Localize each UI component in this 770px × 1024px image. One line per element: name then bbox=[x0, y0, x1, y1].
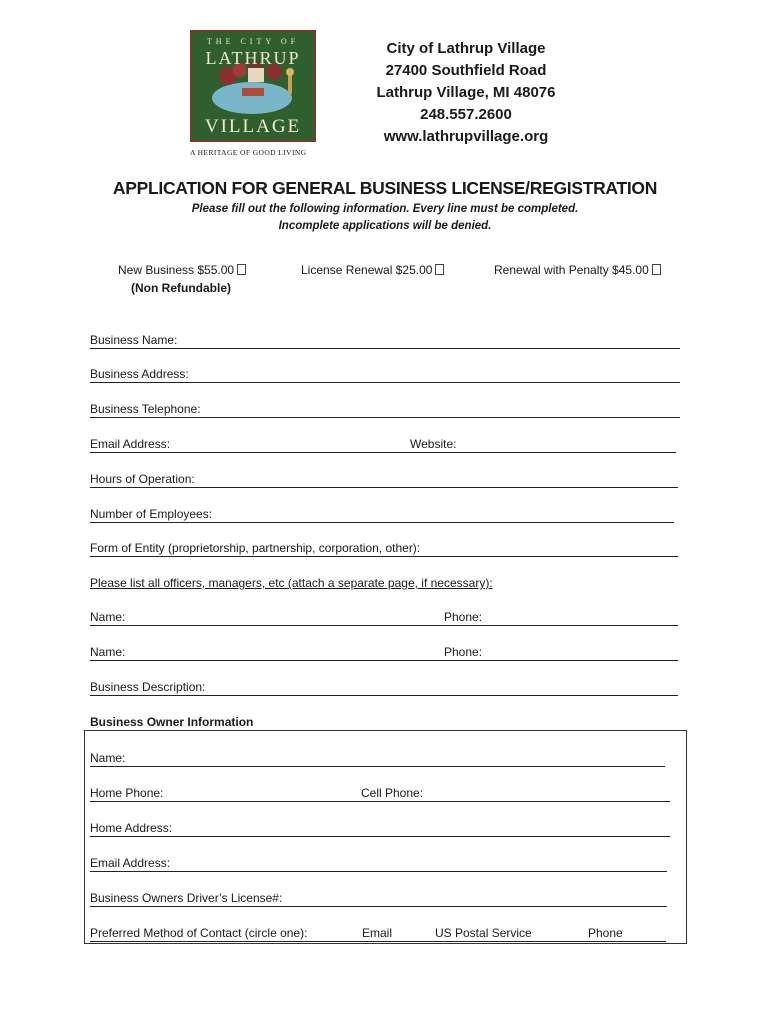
business-address-field[interactable] bbox=[90, 367, 680, 383]
option-new-business[interactable] bbox=[118, 263, 246, 277]
instruction-line-1: Please fill out the following information. Every line must be completed. bbox=[191, 203, 579, 215]
non-refundable-note: (Non Refundable) bbox=[131, 281, 231, 295]
contact-method-line[interactable] bbox=[90, 941, 666, 942]
logo-tagline: A HERITAGE OF GOOD LIVING bbox=[190, 148, 307, 157]
owner-address-field[interactable] bbox=[90, 821, 670, 837]
owner-name-line[interactable] bbox=[90, 766, 665, 767]
business-address-line[interactable] bbox=[90, 382, 680, 383]
option-renewal-penalty[interactable] bbox=[494, 263, 661, 277]
employees-field[interactable] bbox=[90, 507, 680, 523]
entity-label: Form of Entity (proprietorship, partnership, corporation, other): bbox=[90, 541, 421, 555]
option-license-renewal-label: License Renewal $25.00 bbox=[301, 263, 433, 277]
officers-prompt-label: Please list all officers, managers, etc (attach a separate page, if necessary): bbox=[90, 576, 493, 590]
city-website[interactable]: www.lathrupvillage.org bbox=[383, 128, 549, 145]
city-state-zip: Lathrup Village, MI 48076 bbox=[376, 84, 556, 101]
officer-1-phone-label: Phone: bbox=[444, 610, 483, 624]
business-telephone-field[interactable] bbox=[90, 402, 680, 418]
email-line[interactable] bbox=[90, 452, 676, 453]
city-phone: 248.557.2600 bbox=[420, 106, 512, 123]
description-field[interactable] bbox=[90, 680, 680, 696]
form-title: APPLICATION FOR GENERAL BUSINESS LICENSE/REGISTRATION bbox=[112, 178, 658, 198]
owner-name-field[interactable] bbox=[90, 751, 665, 767]
option-license-renewal[interactable] bbox=[301, 263, 444, 277]
city-street: 27400 Southfield Road bbox=[385, 62, 547, 79]
owner-address-line[interactable] bbox=[90, 836, 670, 837]
contact-method-label: Preferred Method of Contact (circle one): bbox=[90, 926, 308, 940]
license-renewal-checkbox[interactable] bbox=[435, 264, 444, 275]
website-label: Website: bbox=[410, 437, 457, 451]
logo-text-top: THE CITY OF bbox=[206, 37, 300, 46]
logo-text-mid: LATHRUP bbox=[205, 48, 301, 68]
option-renewal-penalty-label: Renewal with Penalty $45.00 bbox=[494, 263, 649, 277]
contact-phone-option[interactable]: Phone bbox=[588, 926, 623, 940]
owner-name-label: Name: bbox=[90, 751, 126, 765]
description-label: Business Description: bbox=[90, 680, 206, 694]
officer-2-phone-label: Phone: bbox=[444, 645, 483, 659]
officer-1-name-label: Name: bbox=[90, 610, 126, 624]
hours-label: Hours of Operation: bbox=[90, 472, 195, 486]
owner-email-field[interactable] bbox=[90, 856, 667, 872]
logo-text-bottom: VILLAGE bbox=[204, 116, 302, 137]
employees-label: Number of Employees: bbox=[90, 507, 213, 521]
hours-field[interactable] bbox=[90, 472, 680, 488]
employees-line[interactable] bbox=[90, 522, 674, 523]
city-name: City of Lathrup Village bbox=[386, 40, 546, 57]
cell-phone-label: Cell Phone: bbox=[361, 786, 424, 800]
officer-1-line[interactable] bbox=[90, 625, 678, 626]
business-name-field[interactable] bbox=[90, 333, 680, 349]
contact-email-option[interactable]: Email bbox=[362, 926, 393, 940]
officer-2-field[interactable] bbox=[90, 645, 680, 661]
officer-2-line[interactable] bbox=[90, 660, 678, 661]
business-telephone-label: Business Telephone: bbox=[90, 402, 201, 416]
drivers-license-field[interactable] bbox=[90, 891, 667, 907]
city-logo bbox=[190, 30, 316, 142]
home-address-label: Home Address: bbox=[90, 821, 173, 835]
drivers-license-line[interactable] bbox=[90, 906, 667, 907]
owner-phones-line[interactable] bbox=[90, 801, 670, 802]
business-address-label: Business Address: bbox=[90, 367, 189, 381]
email-label: Email Address: bbox=[90, 437, 171, 451]
owner-section-heading: Business Owner Information bbox=[90, 715, 254, 729]
owner-email-label: Email Address: bbox=[90, 856, 171, 870]
officers-prompt bbox=[90, 576, 680, 592]
entity-field[interactable] bbox=[90, 541, 680, 557]
email-website-field[interactable] bbox=[90, 437, 680, 453]
contact-postal-option[interactable]: US Postal Service bbox=[435, 926, 532, 940]
description-line[interactable] bbox=[90, 695, 678, 696]
city-address-block bbox=[350, 38, 582, 148]
officer-2-name-label: Name: bbox=[90, 645, 126, 659]
hours-line[interactable] bbox=[90, 487, 678, 488]
renewal-penalty-checkbox[interactable] bbox=[652, 264, 661, 275]
new-business-checkbox[interactable] bbox=[237, 264, 246, 275]
owner-email-line[interactable] bbox=[90, 871, 667, 872]
drivers-license-label: Business Owners Driver’s License#: bbox=[90, 891, 283, 905]
business-name-label: Business Name: bbox=[90, 333, 178, 347]
option-new-business-label: New Business $55.00 bbox=[118, 263, 235, 277]
logo-graphic bbox=[192, 32, 314, 140]
owner-phones-field[interactable] bbox=[90, 786, 670, 802]
business-telephone-line[interactable] bbox=[90, 417, 680, 418]
business-name-line[interactable] bbox=[90, 348, 680, 349]
home-phone-label: Home Phone: bbox=[90, 786, 164, 800]
contact-method-field[interactable] bbox=[90, 926, 666, 942]
instruction-line-2: Incomplete applications will be denied. bbox=[278, 220, 492, 232]
officer-1-field[interactable] bbox=[90, 610, 680, 626]
entity-line[interactable] bbox=[90, 556, 678, 557]
